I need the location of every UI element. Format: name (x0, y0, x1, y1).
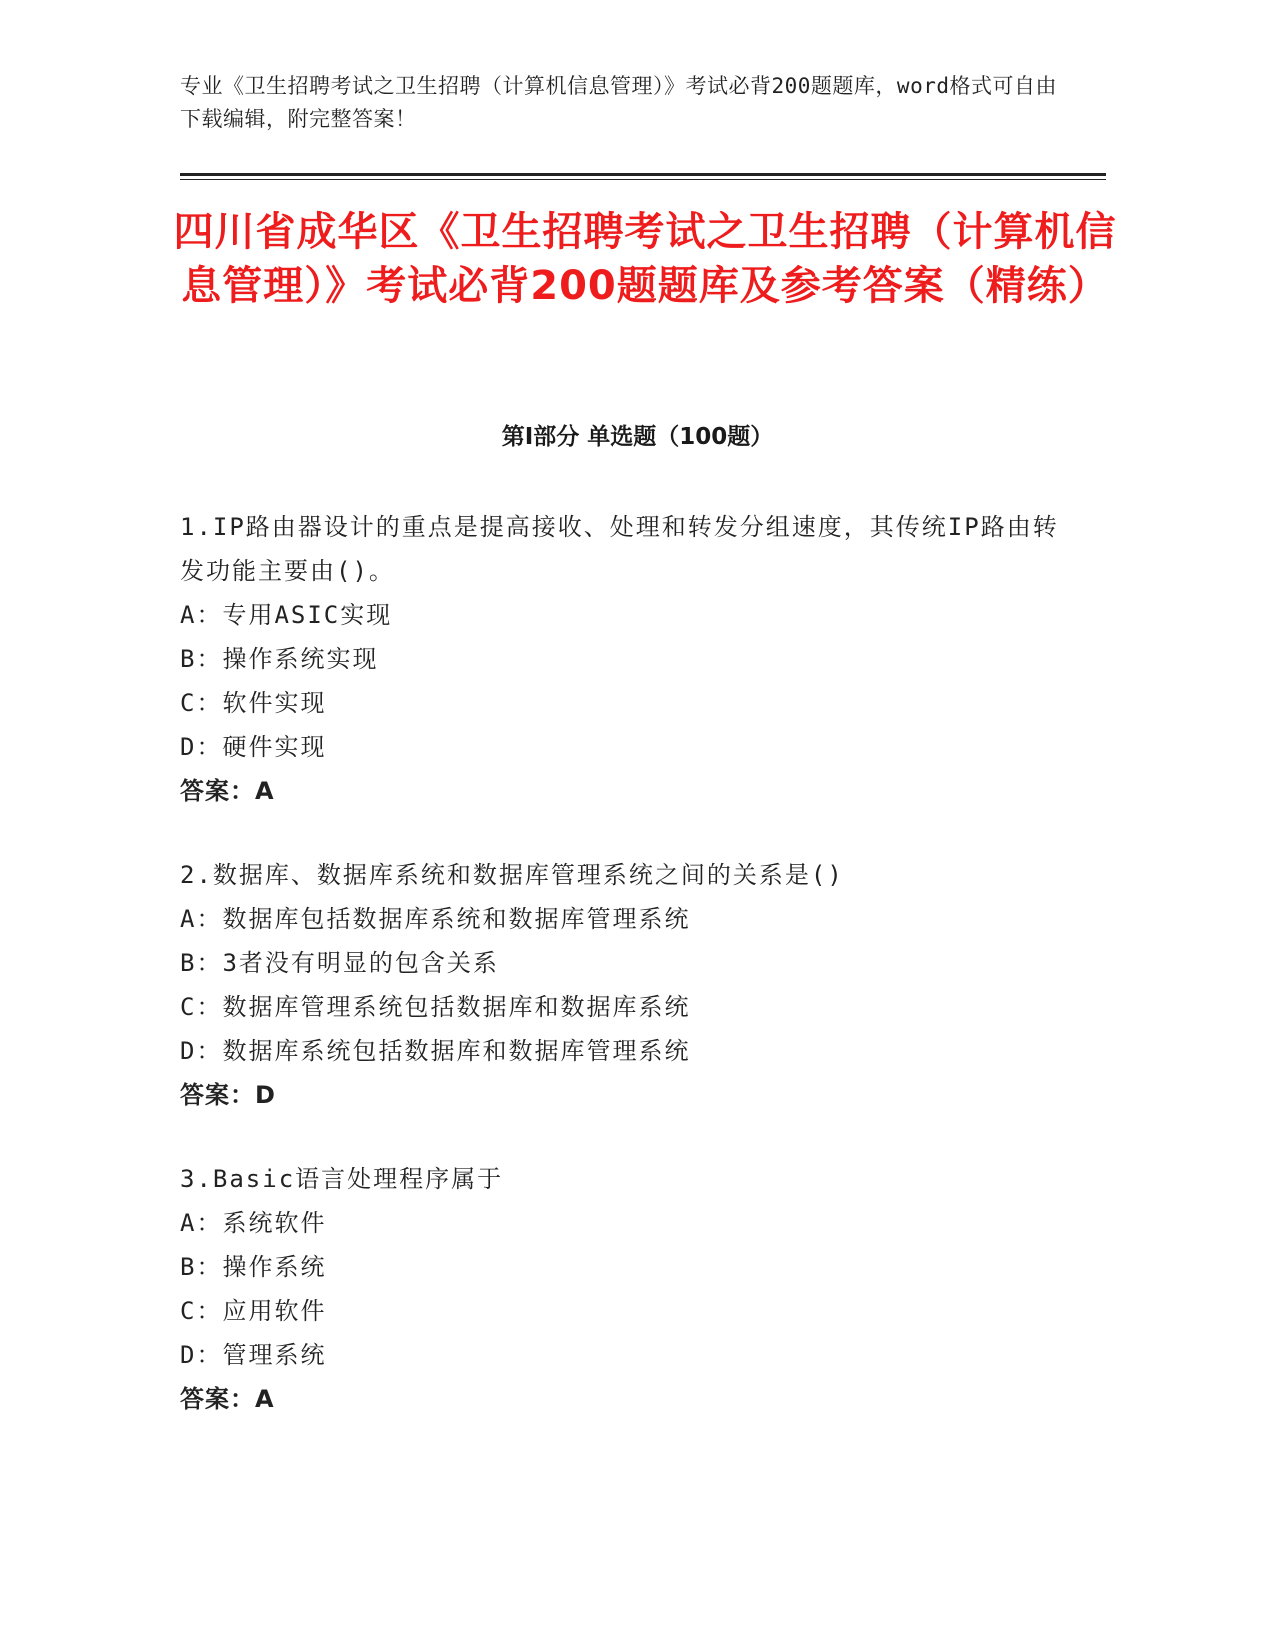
question-stem: 1.IP路由器设计的重点是提高接收、处理和转发分组速度，其传统IP路由转发功能主要由()。 (180, 513, 1059, 585)
section-title: 第Ⅰ部分 单选题（100题） (501, 424, 774, 450)
answer-label: 答案：A (180, 777, 275, 805)
question-item (180, 1157, 1060, 1421)
header-note: 专业《卫生招聘考试之卫生招聘（计算机信息管理）》考试必背200题题库，word格式可自由下载编辑，附完整答案！ (180, 74, 1057, 131)
option-a: A：数据库包括数据库系统和数据库管理系统 (180, 905, 691, 933)
option-d: D：管理系统 (180, 1341, 327, 1369)
option-d: D：数据库系统包括数据库和数据库管理系统 (180, 1037, 691, 1065)
option-c: C：应用软件 (180, 1297, 327, 1325)
option-a: A：系统软件 (180, 1209, 327, 1237)
header-divider-thin (180, 179, 1106, 180)
question-item (180, 853, 1060, 1117)
header-divider-thick (180, 173, 1106, 176)
option-a: A：专用ASIC实现 (180, 601, 393, 629)
option-c: C：软件实现 (180, 689, 327, 717)
option-b: B：操作系统实现 (180, 645, 379, 673)
answer-label: 答案：A (180, 1385, 275, 1413)
question-stem: 3.Basic语言处理程序属于 (180, 1165, 504, 1193)
option-c: C：数据库管理系统包括数据库和数据库系统 (180, 993, 691, 1021)
option-b: B：操作系统 (180, 1253, 327, 1281)
question-item (180, 505, 1060, 813)
document-title: 四川省成华区《卫生招聘考试之卫生招聘（计算机信息管理）》考试必背200题题库及参考答案（精练） (173, 209, 1117, 309)
answer-label: 答案：D (180, 1081, 276, 1109)
question-stem: 2.数据库、数据库系统和数据库管理系统之间的关系是() (180, 861, 844, 889)
option-b: B：3者没有明显的包含关系 (180, 949, 499, 977)
option-d: D：硬件实现 (180, 733, 327, 761)
